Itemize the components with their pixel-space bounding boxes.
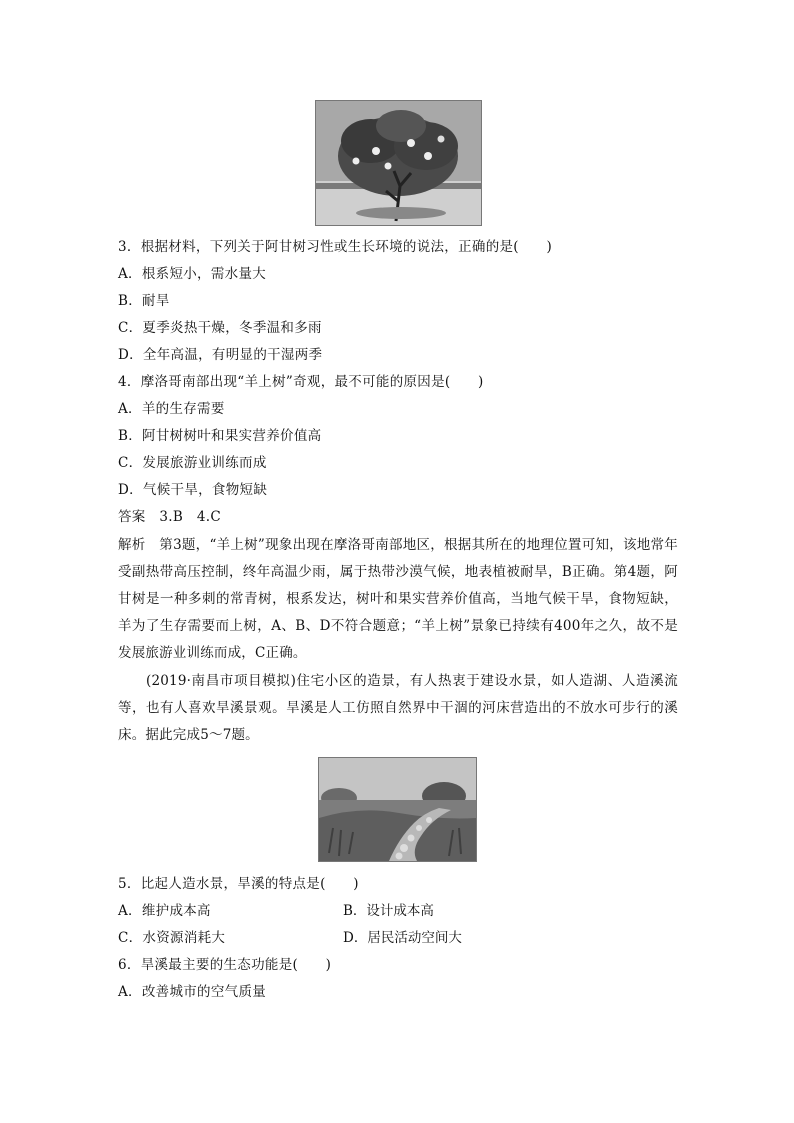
q5-stem: 5．比起人造水景，旱溪的特点是( ) [118, 876, 359, 892]
q3-option-d[interactable]: D．全年高温，有明显的干湿两季 [118, 347, 323, 363]
q4-option-d[interactable]: D．气候干旱，食物短缺 [118, 482, 268, 498]
q5-option-c[interactable]: C．水资源消耗大 [118, 930, 226, 946]
q4-option-b[interactable]: B．阿甘树树叶和果实营养价值高 [118, 428, 322, 444]
dry-creek-illustration [319, 758, 476, 861]
q3-stem: 3．根据材料，下列关于阿甘树习性或生长环境的说法，正确的是( ) [118, 239, 553, 255]
q3-option-b[interactable]: B．耐旱 [118, 293, 170, 309]
argan-tree-illustration [316, 101, 481, 225]
dry-creek-photo [318, 757, 477, 862]
q4-option-c[interactable]: C．发展旅游业训练而成 [118, 455, 267, 471]
argan-tree-goats-photo [315, 100, 482, 226]
q5-option-b[interactable]: B．设计成本高 [343, 903, 434, 919]
intro-paragraph: (2019·南昌市项目模拟)住宅小区的造景，有人热衷于建设水景，如人造湖、人造溪流等，也有人喜欢旱溪景观。旱溪是人工仿照自然界中干涸的河床营造出的不放水可步行的溪床。据此完成5～7题。 [118, 673, 678, 743]
q4-stem: 4．摩洛哥南部出现“羊上树”奇观，最不可能的原因是( ) [118, 374, 484, 390]
q5-option-a[interactable]: A．维护成本高 [118, 903, 211, 919]
analysis-paragraph: 解析 第3题，“羊上树”现象出现在摩洛哥南部地区，根据其所在的地理位置可知，该地常年受副热带高压控制，终年高温少雨，属于热带沙漠气候，地表植被耐旱，B正确。第4题，阿甘树是一种多刺的常青树，根系发达，树叶和果实营养价值高，当地气候干旱，食物短缺，羊为了生存需要而上树，A、B、D不符合题意；“羊上树”景象已持续有400年之久，故不是发展旅游业训练而成，C正确。 [118, 537, 678, 661]
answer-line: 答案 3.B 4.C [118, 509, 222, 525]
q3-option-a[interactable]: A．根系短小，需水量大 [118, 266, 267, 282]
q6-option-a[interactable]: A．改善城市的空气质量 [118, 984, 267, 1000]
q6-stem: 6．旱溪最主要的生态功能是( ) [118, 957, 332, 973]
q4-option-a[interactable]: A．羊的生存需要 [118, 401, 225, 417]
q5-option-d[interactable]: D．居民活动空间大 [343, 930, 462, 946]
q3-option-c[interactable]: C．夏季炎热干燥，冬季温和多雨 [118, 320, 322, 336]
